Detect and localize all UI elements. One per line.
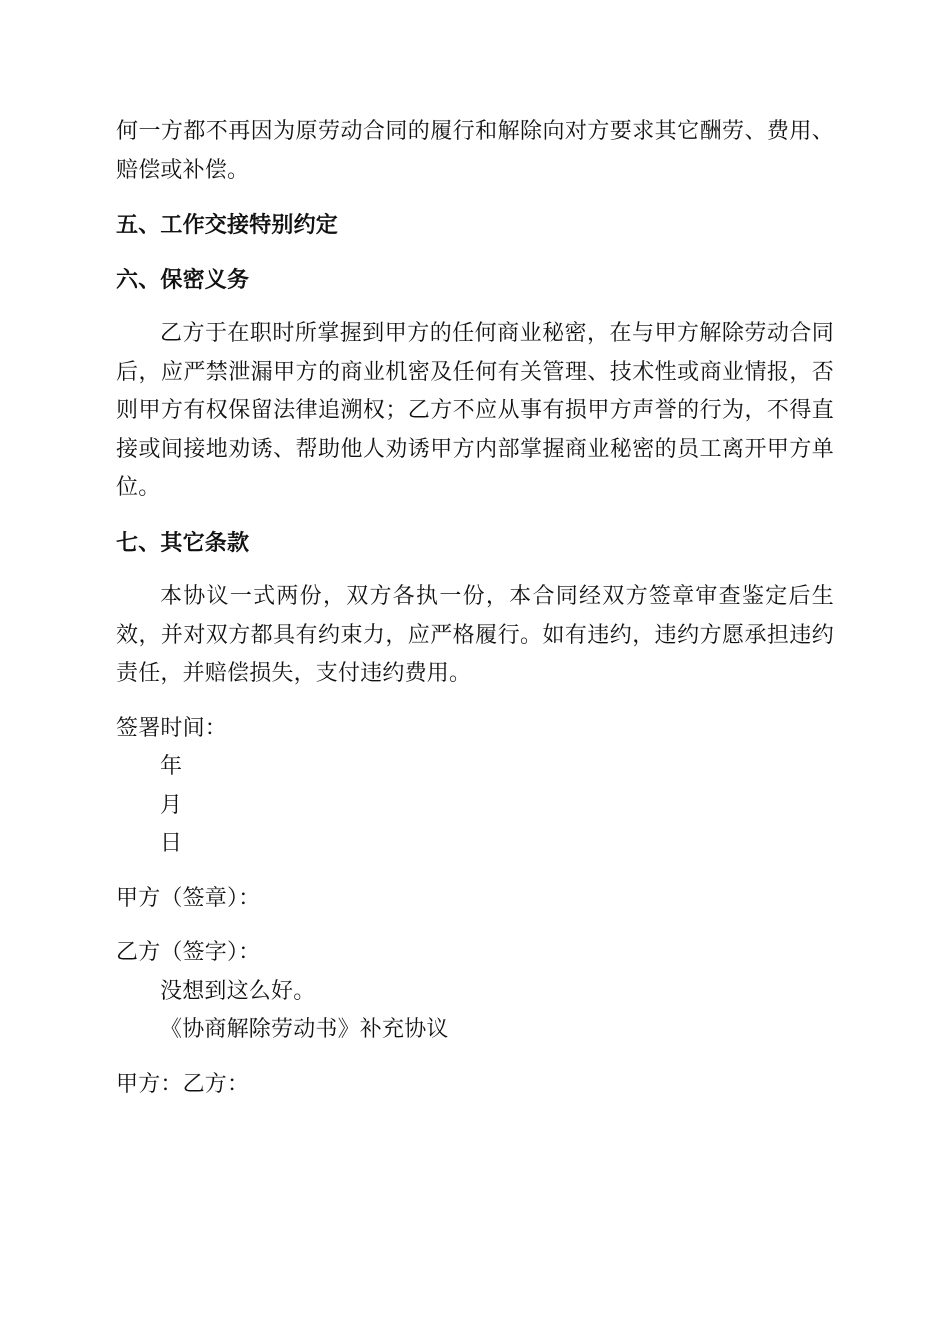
parties-line: 甲方：乙方： [116, 1071, 250, 1097]
year-label: 年 [160, 754, 183, 779]
document-body [116, 113, 834, 1104]
section-heading-6: 六、保密义务 [116, 266, 250, 293]
confidentiality-paragraph: 乙方于在职时所掌握到甲方的任何商业秘密，在与甲方解除劳动合同后，应严禁泄漏甲方的商业机密及任何有关管理、技术性或商业情报，否则甲方有权保留法律追溯权；乙方不应从事有损甲方声誉的行为，不得直接或间接地劝诱、帮助他人劝诱甲方内部掌握商业秘密的员工离开甲方单位。 [116, 321, 834, 500]
remark-line: 没想到这么好。 [160, 978, 316, 1004]
continuation-paragraph: 何一方都不再因为原劳动合同的履行和解除向对方要求其它酬劳、费用、赔偿或补偿。 [116, 119, 834, 183]
signing-time-label: 签署时间： [116, 715, 228, 741]
section-heading-5: 五、工作交接特别约定 [116, 212, 339, 238]
other-terms-paragraph: 本协议一式两份，双方各执一份，本合同经双方签章审查鉴定后生效，并对双方都具有约束力，应严格履行。如有违约，违约方愿承担违约责任，并赔偿损失，支付违约费用。 [116, 584, 834, 686]
day-label: 日 [160, 831, 183, 856]
supplement-title: 《协商解除劳动书》补充协议 [160, 1017, 449, 1042]
party-b-signature-line: 乙方（签字）： [116, 940, 261, 965]
month-label: 月 [160, 792, 183, 818]
section-heading-7: 七、其它条款 [116, 529, 250, 556]
party-a-signature-line: 甲方（签章）： [116, 885, 261, 911]
